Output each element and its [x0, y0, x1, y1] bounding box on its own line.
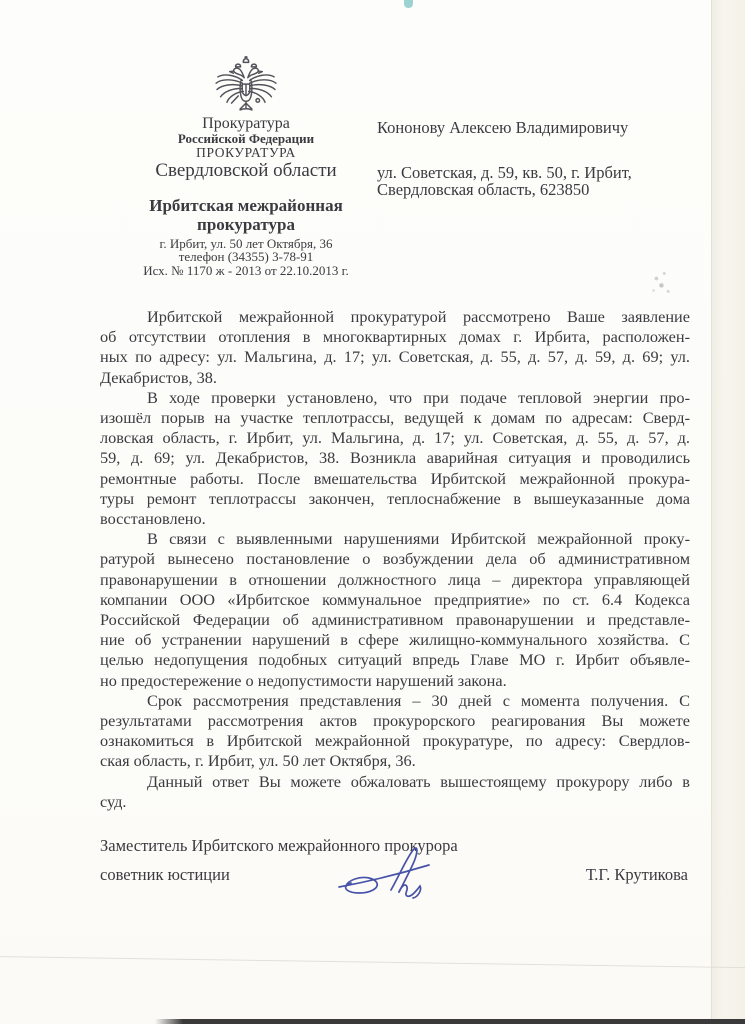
org-name-line1: Ирбитская межрайонная: [149, 196, 343, 215]
scan-paper-edge: [711, 0, 745, 1024]
body-line: 59, д. 69; ул. Декабристов, 38. Возникла аварийная ситуация и проводились: [100, 448, 690, 468]
body-line: ных по адресу: ул. Мальгина, д. 17; ул. Советская, д. 55, д. 57, д. 59, д. 69; ул.: [100, 347, 690, 367]
recipient-address-line2: Свердловская область, 623850: [377, 179, 590, 199]
signer-position: Заместитель Ирбитского межрайонного прокурора: [100, 836, 458, 855]
signer-name: Т.Г. Крутикова: [585, 865, 688, 884]
paper-crease-line: [0, 956, 745, 968]
body-line: но предостережение о недопустимости нарушений закона.: [100, 670, 507, 690]
body-line: ремонтные работы. После вмешательства Ирбитской межрайонной прокура-: [100, 468, 690, 488]
recipient-address: [377, 165, 677, 198]
body-line: В ходе проверки установлено, что при подаче тепловой энергии про-: [147, 387, 690, 407]
scan-bottom-shadow: [155, 1019, 745, 1024]
body-line: суд.: [100, 791, 127, 811]
body-line: изошёл порыв на участке теплотрассы, ведущей к домам по адресам: Сверд-: [100, 408, 690, 428]
body-line: результатами рассмотрения актов прокурорского реагирования Вы можете: [100, 711, 690, 731]
body-line: Российской Федерации об административном правонарушении и представле-: [100, 610, 690, 630]
org-name-line2: прокуратура: [197, 214, 295, 234]
body-line: правонарушении в отношении должностного лица – директора управляющей: [100, 569, 690, 589]
body-line: ознакомиться в Ирбитской межрайонной прокуратуре, по адресу: Свердлов-: [100, 731, 690, 751]
body-line: компании ООО «Ирбитское коммунальное предприятие» по ст. 6.4 Кодекса: [100, 589, 690, 609]
letterhead-line-region: Свердловской области: [155, 160, 337, 181]
body-line: целью недопущения подобных ситуаций впредь Главе МО г. Ирбит объявле-: [100, 650, 690, 670]
recipient-name: Кононову Алексею Владимировичу: [377, 118, 629, 137]
org-name: [115, 197, 377, 234]
signer-rank: советник юстиции: [100, 865, 230, 884]
body-line: ловская область, г. Ирбит, ул. Мальгина, д. 17; ул. Советская, д. 55, д. 57, д.: [100, 428, 690, 448]
letterhead-line-rf: Российской Федерации: [177, 131, 315, 146]
scan-ink-speck: [404, 0, 413, 8]
letterhead: [115, 56, 377, 277]
body-line: ратурой вынесено постановление о возбуждении дела об административном: [100, 549, 690, 569]
body-line: В связи с выявленными нарушениями Ирбитской межрайонной проку-: [147, 529, 690, 549]
letterhead-line-prokuratura-caps: ПРОКУРАТУРА: [196, 145, 296, 160]
body-line: туры ремонт теплотрассы закончен, теплоснабжение в вышеуказанные дома: [100, 488, 690, 508]
letter-body: [100, 307, 690, 812]
body-line: Данный ответ Вы можете обжаловать вышестоящему прокурору либо в: [147, 771, 690, 791]
body-line: Декабристов, 38.: [100, 367, 218, 387]
org-phone: телефон (34355) 3-78-91: [178, 249, 314, 265]
letterhead-line-prokuratura: Прокуратура: [202, 115, 290, 132]
org-address: г. Ирбит, ул. 50 лет Октября, 36: [159, 236, 333, 251]
body-line: восстановлено.: [100, 509, 206, 529]
outgoing-ref-number: Исх. № 1170 ж - 2013 от 22.10.2013 г.: [143, 262, 349, 278]
body-line: ние об устранении нарушений в сфере жилищно-коммунального хозяйства. С: [100, 630, 690, 650]
body-line: ская область, г. Ирбит, ул. 50 лет Октября, 36.: [100, 751, 416, 771]
body-line: об отсутствии отопления в многоквартирных домах г. Ирбита, расположен-: [100, 327, 690, 347]
body-line: Ирбитской межрайонной прокуратурой рассмотрено Ваше заявление: [147, 307, 690, 326]
body-line: Срок рассмотрения представления – 30 дней с момента получения. С: [147, 690, 690, 710]
recipient-block: [377, 119, 677, 198]
coat-of-arms-icon: [209, 56, 283, 114]
recipient-address-line1: ул. Советская, д. 59, кв. 50, г. Ирбит,: [377, 163, 632, 182]
handwritten-signature-icon: [336, 842, 454, 902]
pencil-smudge: [648, 268, 676, 298]
org-details: [115, 237, 377, 277]
